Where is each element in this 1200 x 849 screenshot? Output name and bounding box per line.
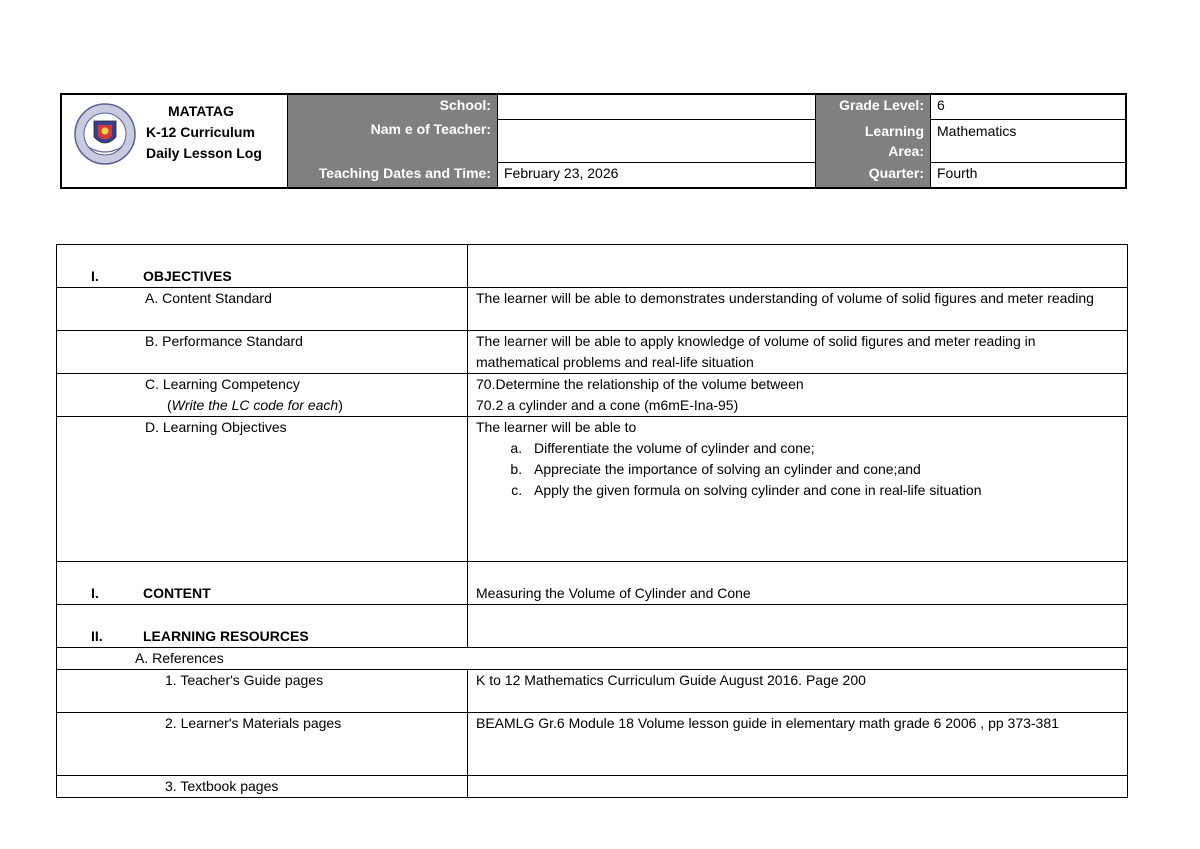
learning-objectives-label-cell (57, 417, 468, 562)
objectives-header-row (57, 245, 1128, 288)
objectives-heading-cell (57, 245, 468, 288)
deped-seal-icon (74, 103, 136, 165)
dates-value[interactable]: February 23, 2026 (498, 163, 816, 187)
lesson-log-table (56, 244, 1128, 798)
learning-objectives-label: D. Learning Objectives (145, 419, 287, 435)
learners-materials-label-cell (57, 713, 468, 776)
list-item: c. Apply the given formula on solving cylinder and cone in real-life situation (526, 480, 1119, 501)
competency-note-italic: Write the LC code for each (171, 397, 339, 413)
competency-value-line: 70.2 a cylinder and a cone (m6mE-Ina-95) (476, 397, 739, 413)
performance-standard-label: B. Performance Standard (145, 333, 303, 349)
header-divider (497, 95, 498, 187)
section-number: I. (91, 585, 99, 601)
section-title: CONTENT (143, 585, 211, 601)
competency-label-cell (57, 374, 468, 417)
learning-area-label (816, 119, 930, 163)
section-title: OBJECTIVES (143, 268, 232, 284)
content-standard-label-cell (57, 288, 468, 331)
references-label: A. References (135, 650, 224, 666)
references-label-cell (57, 648, 1128, 670)
header-titles (146, 101, 286, 164)
school-value[interactable] (498, 95, 816, 119)
resources-header-row (57, 605, 1128, 648)
table-row (57, 374, 1128, 417)
table-row (57, 670, 1128, 713)
lesson-log-header (60, 93, 1127, 189)
grade-level-value[interactable]: 6 (931, 95, 1125, 119)
performance-standard-label-cell (57, 331, 468, 374)
list-item: a. Differentiate the volume of cylinder and cone; (526, 438, 1119, 459)
table-row (57, 417, 1128, 562)
grade-level-label: Grade Level: (816, 95, 930, 119)
content-heading-cell (57, 562, 468, 605)
performance-standard-value[interactable]: The learner will be able to apply knowledge of volume of solid figures and meter reading in mathematical problems and real-life situation (468, 331, 1128, 374)
section-number: I. (91, 268, 99, 284)
learning-objectives-intro: The learner will be able to (476, 419, 637, 435)
textbook-value[interactable] (468, 776, 1128, 798)
learning-area-value[interactable]: Mathematics (931, 119, 1125, 163)
section-number: II. (91, 628, 103, 644)
quarter-label: Quarter: (816, 163, 930, 187)
learning-objectives-value-cell[interactable] (468, 417, 1128, 562)
teachers-guide-value[interactable]: K to 12 Mathematics Curriculum Guide August 2016. Page 200 (468, 670, 1128, 713)
teachers-guide-label-cell (57, 670, 468, 713)
school-label: School: (287, 95, 497, 119)
objectives-heading (57, 266, 467, 287)
header-row-divider (931, 162, 1125, 163)
table-row (57, 713, 1128, 776)
section-title: LEARNING RESOURCES (143, 628, 309, 644)
textbook-label-cell (57, 776, 468, 798)
textbook-label: 3. Textbook pages (165, 778, 279, 794)
competency-note (57, 395, 467, 416)
dates-label: Teaching Dates and Time: (287, 163, 497, 187)
learners-materials-value[interactable]: BEAMLG Gr.6 Module 18 Volume lesson guide in elementary math grade 6 2006 , pp 373-381 (468, 713, 1128, 776)
header-logo-area (62, 95, 288, 187)
resources-heading-value[interactable] (468, 605, 1128, 648)
content-heading (57, 583, 467, 604)
list-item: b. Appreciate the importance of solving an cylinder and cone;and (526, 459, 1119, 480)
competency-label: C. Learning Competency (145, 376, 300, 392)
learning-objectives-list (476, 438, 1119, 501)
title-daily-lesson-log: Daily Lesson Log (146, 145, 262, 161)
content-standard-label: A. Content Standard (145, 290, 272, 306)
learners-materials-label: 2. Learner's Materials pages (165, 715, 342, 731)
header-row-divider (498, 119, 815, 120)
competency-note-close: ) (338, 397, 343, 413)
content-standard-value[interactable]: The learner will be able to demonstrates understanding of volume of solid figures and meter reading (468, 288, 1128, 331)
header-divider (287, 95, 288, 187)
learning-area-label-line1: Learning (864, 123, 924, 139)
content-row (57, 562, 1128, 605)
teacher-label: Nam e of Teacher: (287, 119, 497, 163)
competency-note-open: ( (167, 397, 172, 413)
header-row-divider (931, 119, 1125, 120)
teachers-guide-label: 1. Teacher's Guide pages (165, 672, 324, 688)
table-row (57, 288, 1128, 331)
competency-value-cell[interactable] (468, 374, 1128, 417)
teacher-value[interactable] (498, 119, 816, 163)
resources-heading-cell (57, 605, 468, 648)
resources-heading (57, 626, 467, 647)
title-curriculum: K-12 Curriculum (146, 124, 255, 140)
table-row (57, 648, 1128, 670)
quarter-value[interactable]: Fourth (931, 163, 1125, 187)
table-row (57, 331, 1128, 374)
competency-value-line: 70.Determine the relationship of the volume between (476, 376, 804, 392)
header-divider (815, 95, 816, 187)
table-row (57, 776, 1128, 798)
header-divider (930, 95, 931, 187)
objectives-heading-value[interactable] (468, 245, 1128, 288)
title-matatag: MATATAG (168, 103, 234, 119)
header-row-divider (498, 162, 815, 163)
learning-area-label-line2: Area: (888, 143, 924, 159)
content-value[interactable]: Measuring the Volume of Cylinder and Cone (468, 562, 1128, 605)
